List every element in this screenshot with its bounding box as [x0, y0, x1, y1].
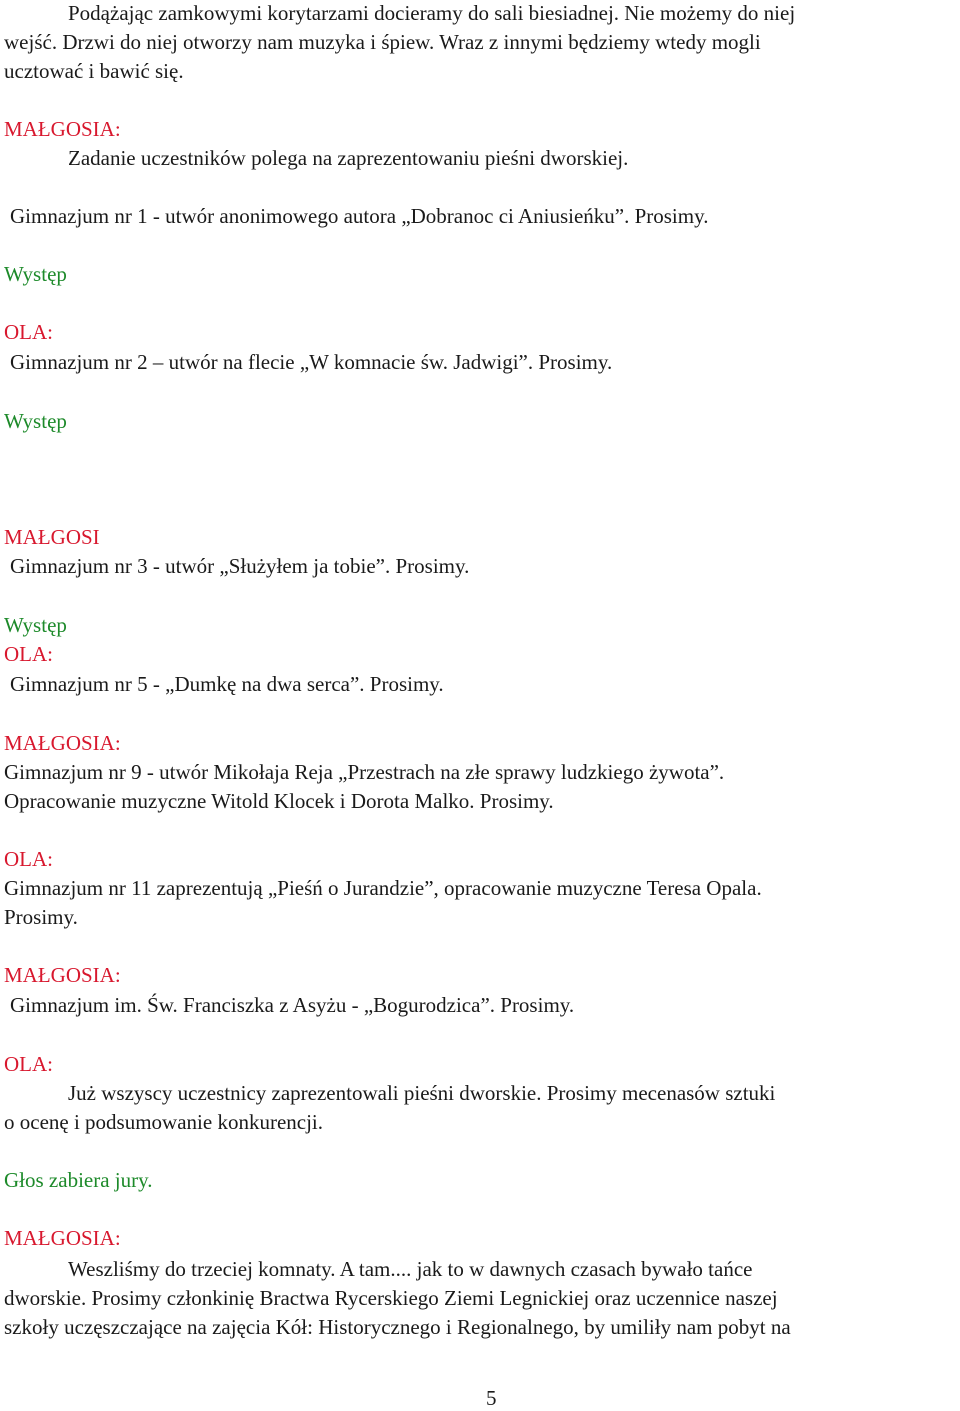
body-text-line: Gimnazjum nr 9 - utwór Mikołaja Reja „Przestrach na złe sprawy ludzkiego żywota”. [4, 760, 725, 784]
speaker-label: OLA: [4, 847, 53, 871]
body-text-line: Gimnazjum nr 3 - utwór „Służyłem ja tobie”. Prosimy. [10, 554, 470, 578]
speaker-label: OLA: [4, 642, 53, 666]
body-text-line: Gimnazjum nr 2 – utwór na flecie „W komnacie św. Jadwigi”. Prosimy. [10, 350, 613, 374]
body-text-line: Prosimy. [4, 905, 78, 929]
body-text-line: Już wszyscy uczestnicy zaprezentowali pieśni dworskie. Prosimy mecenasów sztuki [68, 1081, 776, 1105]
body-text-line: dworskie. Prosimy członkinię Bractwa Rycerskiego Ziemi Legnickiej oraz uczennice naszej [4, 1286, 778, 1310]
body-text-line: wejść. Drzwi do niej otworzy nam muzyka i śpiew. Wraz z innymi będziemy wtedy mogli [4, 30, 761, 54]
speaker-label: OLA: [4, 320, 53, 344]
speaker-label: OLA: [4, 1052, 53, 1076]
body-text-line: ucztować i bawić się. [4, 59, 184, 83]
speaker-label: MAŁGOSIA: [4, 1226, 121, 1250]
stage-direction: Występ [4, 409, 67, 433]
body-text-line: Weszliśmy do trzeciej komnaty. A tam.... jak to w dawnych czasach bywało tańce [68, 1257, 753, 1281]
body-text-line: Gimnazjum nr 5 - „Dumkę na dwa serca”. Prosimy. [10, 672, 444, 696]
stage-direction: Głos zabiera jury. [4, 1168, 153, 1192]
speaker-label: MAŁGOSI [4, 525, 100, 549]
speaker-label: MAŁGOSIA: [4, 117, 121, 141]
body-text-line: o ocenę i podsumowanie konkurencji. [4, 1110, 323, 1134]
page-number: 5 [486, 1386, 497, 1410]
body-text-line: Podążając zamkowymi korytarzami docieramy do sali biesiadnej. Nie możemy do niej [68, 1, 796, 25]
stage-direction: Występ [4, 613, 67, 637]
body-text-line: Opracowanie muzyczne Witold Klocek i Dorota Malko. Prosimy. [4, 789, 554, 813]
speaker-label: MAŁGOSIA: [4, 731, 121, 755]
body-text-line: Gimnazjum im. Św. Franciszka z Asyżu - „Bogurodzica”. Prosimy. [10, 993, 575, 1017]
body-text-line: Zadanie uczestników polega na zaprezentowaniu pieśni dworskiej. [68, 146, 629, 170]
body-text-line: Gimnazjum nr 1 - utwór anonimowego autora „Dobranoc ci Aniusieńku”. Prosimy. [10, 204, 709, 228]
speaker-label: MAŁGOSIA: [4, 963, 121, 987]
body-text-line: Gimnazjum nr 11 zaprezentują „Pieśń o Jurandzie”, opracowanie muzyczne Teresa Opala. [4, 876, 762, 900]
stage-direction: Występ [4, 262, 67, 286]
body-text-line: szkoły uczęszczające na zajęcia Kół: Historycznego i Regionalnego, by umiliły nam pobyt na [4, 1315, 791, 1339]
